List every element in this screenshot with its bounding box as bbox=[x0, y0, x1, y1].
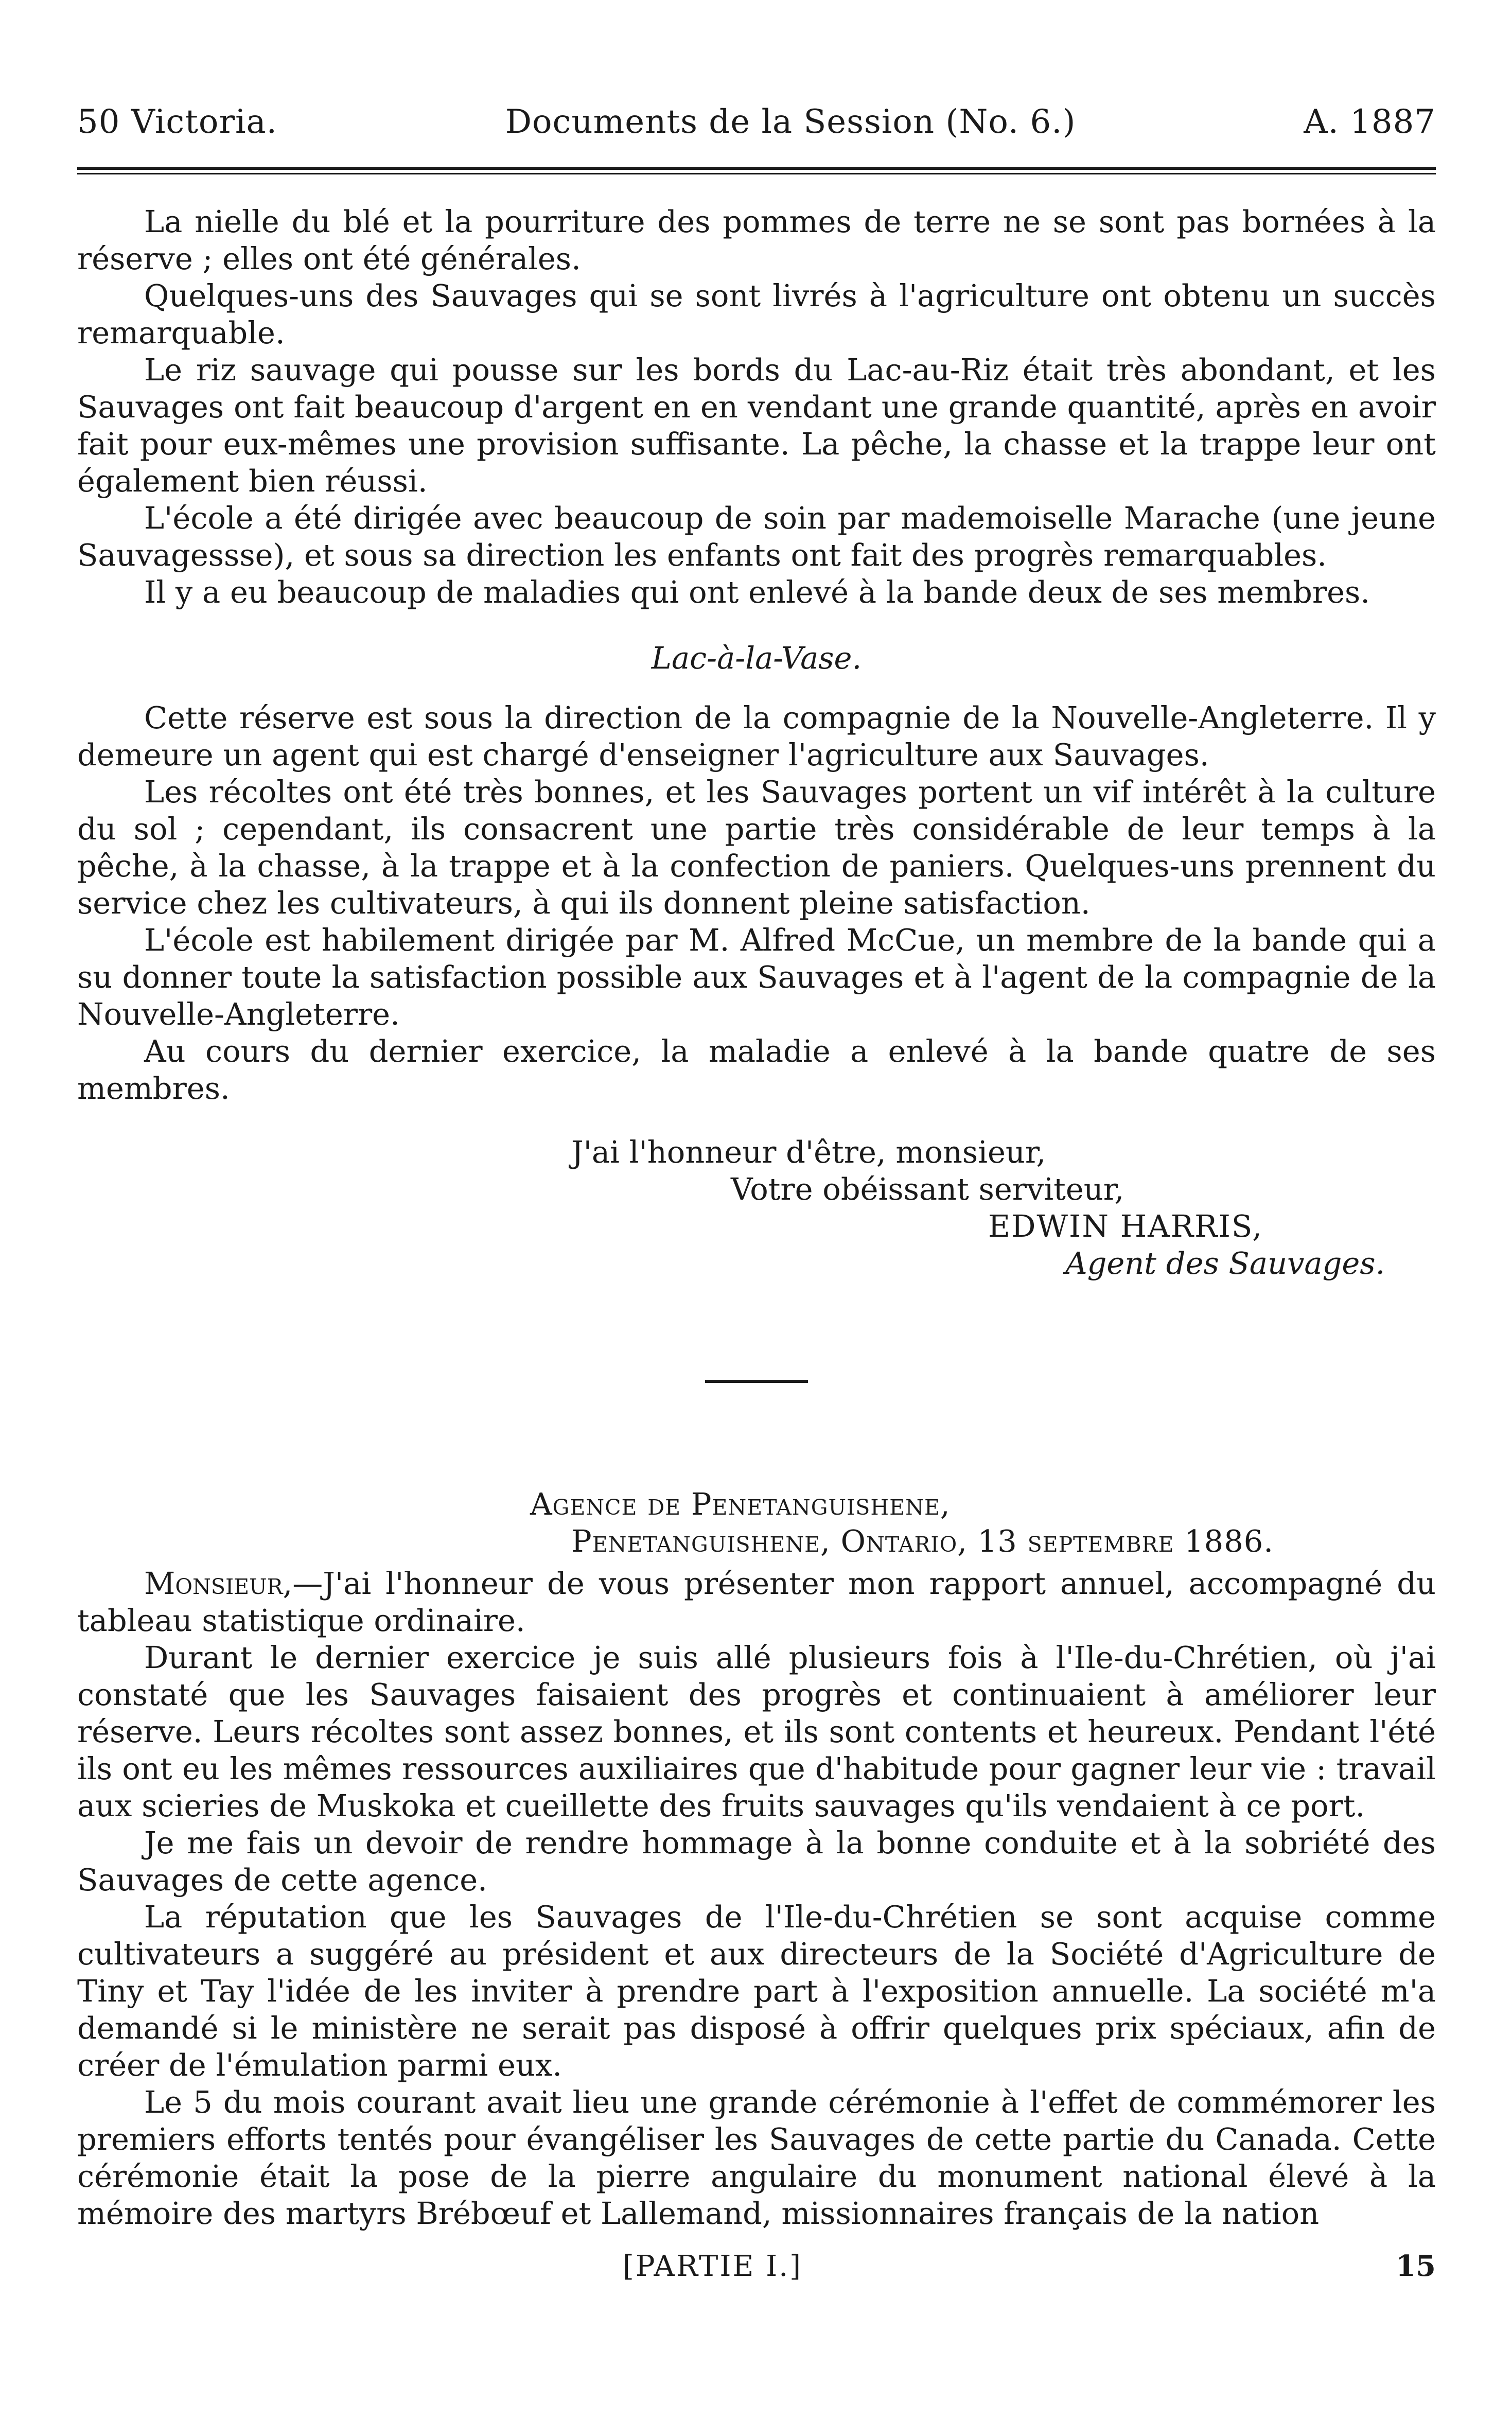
closing-line-1: J'ai l'honneur d'être, monsieur, bbox=[571, 1134, 1046, 1170]
paragraph: Durant le dernier exercice je suis allé plusieurs fois à l'Ile-du-Chrétien, où j'ai constaté que les Sauvages faisaient des progrès et continuaient à améliorer leur réserve. Leurs récoltes sont assez bonnes, et ils sont contents et heureux. Pendant l'été ils ont eu les mêmes ressources auxiliaires que d'habitude pour gagner leur vie : travail aux scieries de Muskoka et cueillette des fruits sauvages qu'ils vendaient à ce port. bbox=[77, 1640, 1436, 1823]
running-header bbox=[77, 103, 1436, 141]
section-divider bbox=[705, 1380, 808, 1383]
address-line-1: Agence de Penetanguishene, bbox=[530, 1486, 951, 1522]
header-left: 50 Victoria. bbox=[77, 103, 277, 141]
document-page bbox=[77, 103, 1436, 2285]
signature-name: EDWIN HARRIS, bbox=[988, 1208, 1263, 1244]
paragraph: Quelques-uns des Sauvages qui se sont livrés à l'agriculture ont obtenu un succès remarquable. bbox=[77, 278, 1436, 350]
part-label: [PARTIE I.] bbox=[623, 2250, 802, 2283]
page-footer bbox=[77, 2248, 1436, 2285]
paragraph: Cette réserve est sous la direction de la compagnie de la Nouvelle-Angleterre. Il y demeure un agent qui est chargé d'enseigner l'agriculture aux Sauvages. bbox=[77, 700, 1436, 773]
paragraph: La nielle du blé et la pourriture des pommes de terre ne se sont pas bornées à la réserve ; elles ont été générales. bbox=[77, 204, 1436, 276]
paragraph: Les récoltes ont été très bonnes, et les Sauvages portent un vif intérêt à la culture du sol ; cependant, ils consacrent une partie très considérable de leur temps à la pêche, à la chasse, à la trappe et à la confection de paniers. Quelques-uns prennent du service chez les cultivateurs, à qui ils donnent pleine satisfaction. bbox=[77, 774, 1436, 921]
paragraph: La réputation que les Sauvages de l'Ile-du-Chrétien se sont acquise comme cultivateurs a suggéré au président et aux directeurs de la Société d'Agriculture de Tiny et Tay l'idée de les inviter à prendre part à l'exposition annuelle. La société m'a demandé si le ministère ne serait pas disposé à offrir quelques prix spéciaux, afin de créer de l'émulation parmi eux. bbox=[77, 1899, 1436, 2083]
signature-title: Agent des Sauvages. bbox=[1065, 1245, 1385, 1281]
header-center: Documents de la Session (No. 6.) bbox=[505, 103, 1076, 141]
header-right: A. 1887 bbox=[1304, 103, 1436, 141]
document-body bbox=[77, 203, 1436, 2285]
section-1 bbox=[77, 203, 1436, 611]
paragraph: Le 5 du mois courant avait lieu une grande cérémonie à l'effet de commémorer les premiers efforts tentés pour évangéliser les Sauvages de cette partie du Canada. Cette cérémonie était la pose de la pierre angulaire du monument national élevé à la mémoire des martyrs Brébœuf et Lallemand, missionnaires français de la nation bbox=[77, 2084, 1436, 2231]
section-2 bbox=[77, 699, 1436, 1107]
opening-text: —J'ai l'honneur de vous présenter mon rapport annuel, accompagné du tableau statistique ordinaire. bbox=[77, 1566, 1436, 1638]
paragraph: Je me fais un devoir de rendre hommage à la bonne conduite et à la sobriété des Sauvages de cette agence. bbox=[77, 1825, 1436, 1898]
paragraph: L'école est habilement dirigée par M. Alfred McCue, un membre de la bande qui a su donner toute la satisfaction possible aux Sauvages et à l'agent de la compagnie de la Nouvelle-Angleterre. bbox=[77, 922, 1436, 1032]
opening-paragraph bbox=[77, 1565, 1436, 1639]
header-rule-thin bbox=[77, 173, 1436, 174]
closing-line-2: Votre obéissant serviteur, bbox=[731, 1171, 1124, 1207]
letter-closing bbox=[77, 1134, 1436, 1282]
section-title: Lac-à-la-Vase. bbox=[651, 640, 862, 676]
paragraph: L'école a été dirigée avec beaucoup de soin par mademoiselle Marache (une jeune Sauvagessse), et sous sa direction les enfants ont fait des progrès remarquables. bbox=[77, 500, 1436, 573]
page-number: 15 bbox=[1396, 2249, 1436, 2283]
letter-2 bbox=[77, 1486, 1436, 2232]
salutation: Monsieur, bbox=[144, 1566, 293, 1601]
address-line-2: Penetanguishene, Ontario, 13 septembre 1886. bbox=[571, 1523, 1274, 1559]
header-rule bbox=[77, 167, 1436, 170]
paragraph: Le riz sauvage qui pousse sur les bords du Lac-au-Riz était très abondant, et les Sauvages ont fait beaucoup d'argent en en vendant une grande quantité, après en avoir fait pour eux-mêmes une provision suffisante. La pêche, la chasse et la trappe leur ont également bien réussi. bbox=[77, 352, 1436, 499]
paragraph: Il y a eu beaucoup de maladies qui ont enlevé à la bande deux de ses membres. bbox=[144, 574, 1370, 610]
paragraph: Au cours du dernier exercice, la maladie a enlevé à la bande quatre de ses membres. bbox=[77, 1033, 1436, 1106]
